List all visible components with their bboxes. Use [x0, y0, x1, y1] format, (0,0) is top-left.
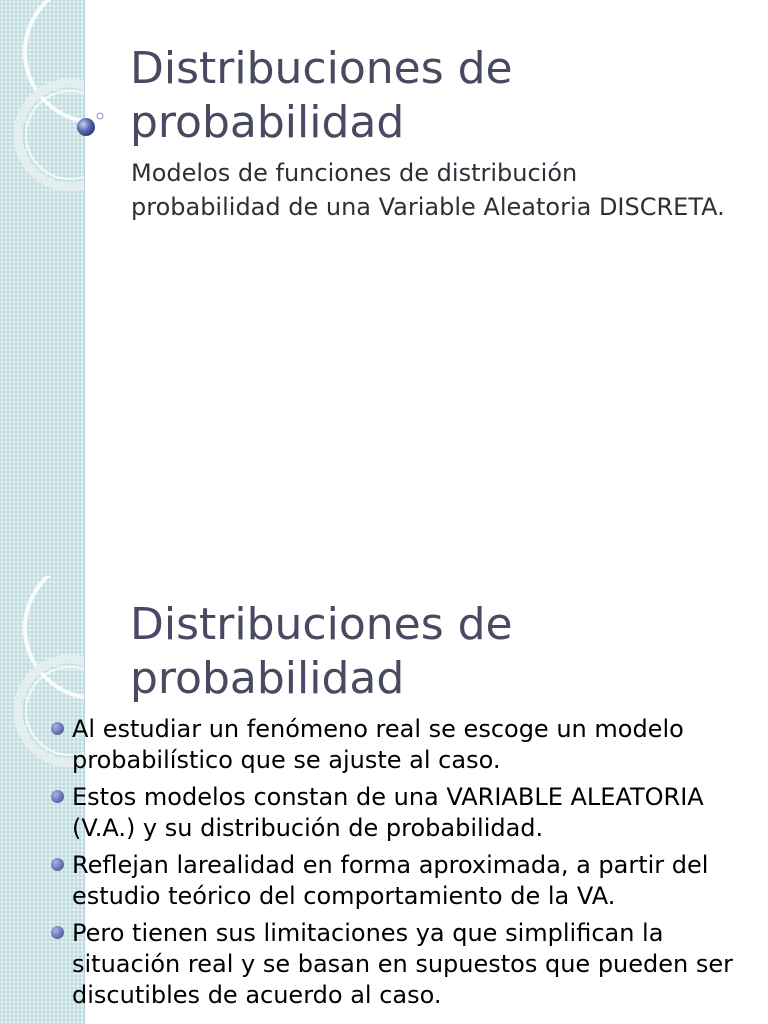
bullet-list [50, 714, 762, 1017]
bullet-icon [51, 722, 64, 735]
bullet-icon [51, 790, 64, 803]
list-item [50, 714, 762, 776]
bullet-icon [51, 858, 64, 871]
side-decoration-band [0, 0, 85, 576]
page-title: Distribuciones de probabilidad [130, 43, 513, 148]
bullet-text: Reflejan larealidad en forma aproximada, a partir del estudio teórico del comportamiento de la VA. [72, 851, 709, 910]
list-item [50, 918, 762, 1011]
bullet-text: Al estudiar un fenómeno real se escoge un modelo probabilístico que se ajuste al caso. [72, 715, 684, 774]
list-item [50, 782, 762, 844]
decorative-rings [0, 0, 85, 576]
bullet-text: Estos modelos constan de una VARIABLE ALEATORIA (V.A.) y su distribución de probabilidad. [72, 783, 704, 842]
subtitle: Modelos de funciones de distribución probabilidad de una Variable Aleatoria DISCRETA. [131, 159, 725, 221]
title-orb-icon [74, 112, 106, 142]
slide-2 [0, 576, 768, 1024]
bullet-text: Pero tienen sus limitaciones ya que simplifican la situación real y se basan en supuestos que pueden ser discutibles de acuerdo al caso. [72, 919, 734, 1009]
list-item [50, 850, 762, 912]
section-title: Distribuciones de probabilidad [130, 599, 513, 704]
bullet-icon [51, 926, 64, 939]
